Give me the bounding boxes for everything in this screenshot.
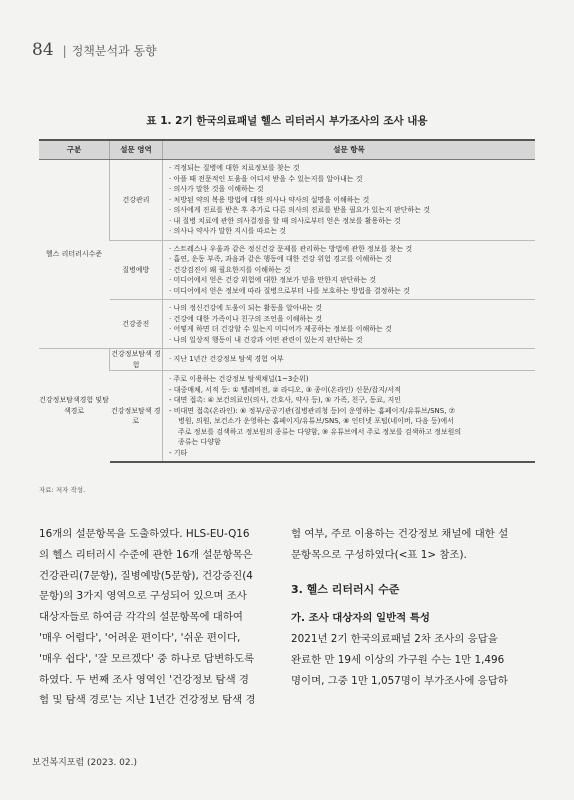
column-header: 설문 영역 xyxy=(110,140,163,160)
section-heading: 3. 헬스 리터러시 수준 xyxy=(291,582,400,596)
item-list xyxy=(169,244,529,297)
text-line: 탐색경로 xyxy=(63,396,109,415)
list-item: · 스트레스나 우울과 같은 정신건강 문제를 관리하는 방법에 관한 정보를 찾는 것 xyxy=(169,244,413,253)
text-line: 탐색 경로 xyxy=(132,406,161,425)
list-item: 주로 정보를 검색하고 정보원의 종류는 다양함, ⑨ 유튜브에서 주로 정보를 검색하고 정보원의 xyxy=(178,427,462,436)
text-line: 문항)의 3가지 영역으로 구성되어 있으며 조사 xyxy=(39,590,247,603)
list-item: · 미디어에서 얻은 정보에 따라 질병으로부터 나를 보호하는 방법을 결정하는 것 xyxy=(169,286,410,295)
text-line: 건강관리 xyxy=(122,195,150,204)
item-list xyxy=(169,303,529,345)
text-line: 대상자들로 하여금 각각의 설문항목에 대하여 xyxy=(39,611,243,624)
domain-cell xyxy=(110,300,163,349)
list-item: · 건강에 대한 가족이나 친구의 조언을 이해하는 것 xyxy=(169,314,323,323)
list-item: - 기타 xyxy=(169,448,188,457)
text-line: 문항목으로 구성하였다(<표 1> 참조). xyxy=(291,548,467,561)
item-list xyxy=(169,354,529,365)
text-line: 험 여부, 주로 이용하는 건강정보 채널에 대한 설 xyxy=(291,528,509,540)
list-item: · 내 질병 치료에 관한 의사결정을 할 때 의사로부터 얻은 정보를 활용하는 것 xyxy=(169,216,401,225)
list-item: · 의사가 말한 것을 이해하는 것 xyxy=(169,185,264,193)
text-line: 건강증진 xyxy=(122,319,150,328)
list-item: · 나의 정신건강에 도움이 되는 활동을 알아내는 것 xyxy=(169,304,323,312)
list-item: · 어떻게 하면 더 건강할 수 있는지 미디어가 제공하는 정보를 이해하는 것 xyxy=(169,325,392,333)
list-item: · 처방된 약의 복용 방법에 대한 의사나 약사의 설명을 이해하는 것 xyxy=(169,195,370,204)
table-row xyxy=(39,300,535,349)
domain-cell xyxy=(110,371,163,463)
column-header: 구분 xyxy=(39,140,110,160)
category-cell xyxy=(39,160,110,349)
category-cell xyxy=(39,349,110,463)
text-line: 2021년 2기 한국의료패널 2차 조사의 응답을 xyxy=(291,633,498,646)
item-list xyxy=(169,374,529,458)
text-line: 탐색 경험 xyxy=(132,350,161,369)
text-line: '매우 어렵다', '어려운 편이다', '쉬운 편이다, xyxy=(39,631,241,644)
list-item: · 의사에게 진료를 받은 후 추가로 다른 의사의 진료를 받을 필요가 있는지 판단하는 것 xyxy=(169,206,431,214)
list-item: · 주로 이용하는 건강정보 탐색채널(1~3순위) xyxy=(169,375,309,383)
page-footer: 보건복지포럼 (2023. 02.) xyxy=(32,758,137,768)
text-line: 건강관리(7문항), 질병예방(5문항), 건강증진(4 xyxy=(39,569,253,582)
table-row xyxy=(39,160,535,241)
page-header xyxy=(32,40,157,60)
body-column-right xyxy=(291,524,534,692)
list-item: - 비대면 접촉(온라인): ⑥ 정부/공공기관(질병관리청 등)이 운영하는 홈페이지/유튜브/SNS, ⑦ xyxy=(169,406,455,415)
list-item: - 대중매체, 서적 등: ① 텔레비전, ② 라디오, ③ 종이(온라인) 신문/잡지/서적 xyxy=(169,385,401,394)
text-line: 완료한 만 19세 이상의 가구원 수는 1만 1,496 xyxy=(291,653,505,666)
item-list xyxy=(169,163,529,237)
list-item: · 나의 일상적 행동이 내 건강과 어떤 관련이 있는지 판단하는 것 xyxy=(169,335,363,344)
text-line: 건강정보 xyxy=(39,396,67,404)
text-line: '매우 쉽다', '잘 모르겠다' 중 하나로 답변하도록 xyxy=(39,652,255,665)
list-item: · 아플 때 전문적인 도움을 어디서 받을 수 있는지를 알아내는 것 xyxy=(169,174,363,183)
domain-cell xyxy=(110,240,163,300)
items-cell xyxy=(163,240,536,300)
text-line: 험 및 탐색 경로'는 지난 1년간 건강정보 탐색 경 xyxy=(39,694,256,707)
table-caption: 표 1. 2기 한국의료패널 헬스 리터러시 부가조사의 조사 내용 xyxy=(146,115,428,127)
list-item: · 지난 1년간 건강정보 탐색 경험 여부 xyxy=(169,355,284,364)
domain-cell xyxy=(110,160,163,241)
table-row xyxy=(39,240,535,300)
text-line: 의 헬스 리터러시 수준에 관한 16개 설문항목은 xyxy=(39,548,253,561)
text-line: 탐색경험 및 xyxy=(66,396,103,404)
subsection-heading: 가. 조사 대상자의 일반적 특성 xyxy=(291,612,430,625)
items-cell xyxy=(163,160,536,241)
table-source: 자료: 저자 작성. xyxy=(39,486,86,494)
survey-content-table xyxy=(39,139,535,463)
text-line: 명이며, 그중 1만 1,057명이 부가조사에 응답하 xyxy=(291,674,508,687)
table-row xyxy=(39,349,535,371)
body-column-left xyxy=(39,524,282,711)
items-cell xyxy=(163,300,536,349)
text-line: 16개의 설문항목을 도출하였다. HLS-EU-Q16 xyxy=(39,528,250,540)
list-item: 종류는 다양함 xyxy=(178,438,221,446)
list-item: 병원, 의원, 보건소가 운영하는 홈페이지/유튜브/SNS, ⑧ 인터넷 포털(네이버, 다음 등)에서 xyxy=(178,417,454,425)
list-item: · 걱정되는 질병에 대한 치료정보를 찾는 것 xyxy=(169,164,300,172)
text-line: 헬스 리터러시 xyxy=(45,249,89,258)
text-line: 질병예방 xyxy=(122,265,150,274)
header-divider: | xyxy=(62,44,67,58)
header-section: 정책분석과 동향 xyxy=(71,44,157,58)
list-item: · 흡연, 운동 부족, 과음과 같은 행동에 대한 건강 위험 경고를 이해하는 것 xyxy=(169,255,392,263)
list-item: · 의사나 약사가 말한 지시를 따르는 것 xyxy=(169,227,287,235)
text-line: 수준 xyxy=(88,249,103,258)
table-header-row xyxy=(39,140,535,160)
text-line: 건강정보 xyxy=(110,406,139,415)
list-item: · 미디어에서 얻은 건강 위험에 대한 정보가 믿을 만한지 판단하는 것 xyxy=(169,276,377,284)
text-line: 하였다. 두 번째 조사 영역인 '건강정보 탐색 경 xyxy=(39,673,249,686)
table-row xyxy=(39,371,535,463)
column-header: 설문 항목 xyxy=(163,140,536,160)
text-line: 건강정보 xyxy=(111,350,139,358)
list-item: · 건강검진이 왜 필요한지를 이해하는 것 xyxy=(169,265,291,274)
items-cell xyxy=(163,349,536,371)
items-cell xyxy=(163,371,536,463)
page-number: 84 xyxy=(32,40,54,60)
list-item: - 대면 접촉: ④ 보건의료인(의사, 간호사, 약사 등), ⑤ 가족, 친구, 동료, 지인 xyxy=(169,396,401,404)
domain-cell xyxy=(110,349,163,371)
